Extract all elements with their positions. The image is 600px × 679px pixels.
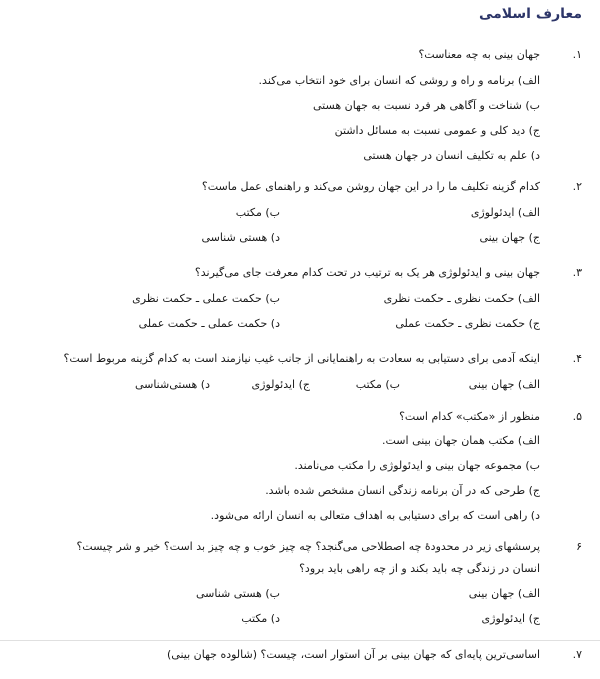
q5-text: منظور از «مکتب» کدام است؟ [399, 410, 540, 423]
q1-text: جهان بینی به چه معناست؟ [418, 48, 540, 61]
q6-option-c: ج) ایدئولوژی [481, 612, 540, 625]
q3-option-a: الف) حکمت نظری ـ حکمت نظری [383, 292, 540, 305]
q2-option-a: الف) ایدئولوژی [470, 206, 540, 219]
q3-number: ۳. [572, 266, 582, 279]
q2-option-c: ج) جهان بینی [479, 231, 540, 244]
q2-number: ۲. [572, 180, 582, 193]
q3-option-b: ب) حکمت عملی ـ حکمت نظری [132, 292, 280, 305]
q7-text: اساسی‌ترین پایه‌ای که جهان بینی بر آن استوار است، چیست؟ (شالوده جهان بینی) [167, 648, 540, 661]
q6-option-b: ب) هستی شناسی [195, 587, 280, 600]
page-title: معارف اسلامی [478, 6, 582, 22]
q4-option-c: ج) ایدئولوژی [251, 378, 310, 391]
q4-option-a: الف) جهان بینی [468, 378, 540, 391]
q6-number: ۶ [576, 540, 582, 553]
q1-option-d: د) علم به تکلیف انسان در جهان هستی [363, 149, 540, 162]
q6-option-d: د) مکتب [241, 612, 280, 625]
q4-option-b: ب) مکتب [355, 378, 400, 391]
q4-option-d: د) هستی‌شناسی [134, 378, 210, 391]
page-divider [0, 640, 600, 641]
q2-option-b: ب) مکتب [235, 206, 280, 219]
q7-number: ۷. [572, 648, 582, 661]
q3-text: جهان بینی و ایدئولوژی هر یک به ترتیب در تحت کدام معرفت جای می‌گیرند؟ [194, 266, 540, 279]
q5-option-d: د) راهی است که برای دستیابی به اهداف متعالی به انسان ارائه می‌شود. [210, 509, 540, 522]
q6-text-continued: انسان در زندگی چه باید بکند و از چه راهی باید برود؟ [299, 562, 540, 575]
q5-option-a: الف) مکتب همان جهان بینی است. [382, 434, 540, 447]
q5-number: ۵. [572, 410, 582, 423]
q6-option-a: الف) جهان بینی [468, 587, 540, 600]
q4-number: ۴. [572, 352, 582, 365]
q1-option-b: ب) شناخت و آگاهی هر فرد نسبت به جهان هستی [313, 99, 540, 112]
q1-option-a: الف) برنامه و راه و روشی که انسان برای خود انتخاب می‌کند. [258, 74, 540, 87]
q3-option-c: ج) حکمت نظری ـ حکمت عملی [395, 317, 540, 330]
q5-option-b: ب) مجموعه جهان بینی و ایدئولوژی را مکتب می‌نامند. [294, 459, 540, 472]
q1-option-c: ج) دید کلی و عمومی نسبت به مسائل داشتن [334, 124, 540, 137]
q6-text: پرسشهای زیر در محدودهٔ چه اصطلاحی می‌گنجد؟ چه چیز خوب و چه چیز بد است؟ خیر و شر چیست؟ [76, 540, 540, 553]
q3-option-d: د) حکمت عملی ـ حکمت عملی [138, 317, 280, 330]
q2-option-d: د) هستی شناسی [201, 231, 280, 244]
q1-number: ۱. [572, 48, 582, 61]
q2-text: کدام گزینه تکلیف ما را در این جهان روشن می‌کند و راهنمای عمل ماست؟ [201, 180, 540, 193]
q5-option-c: ج) طرحی که در آن برنامه زندگی انسان مشخص شده باشد. [265, 484, 540, 497]
q4-text: اینکه آدمی برای دستیابی به سعادت به راهنمایانی از جانب غیب نیازمند است به کدام گزینه مربوط است؟ [63, 352, 540, 365]
